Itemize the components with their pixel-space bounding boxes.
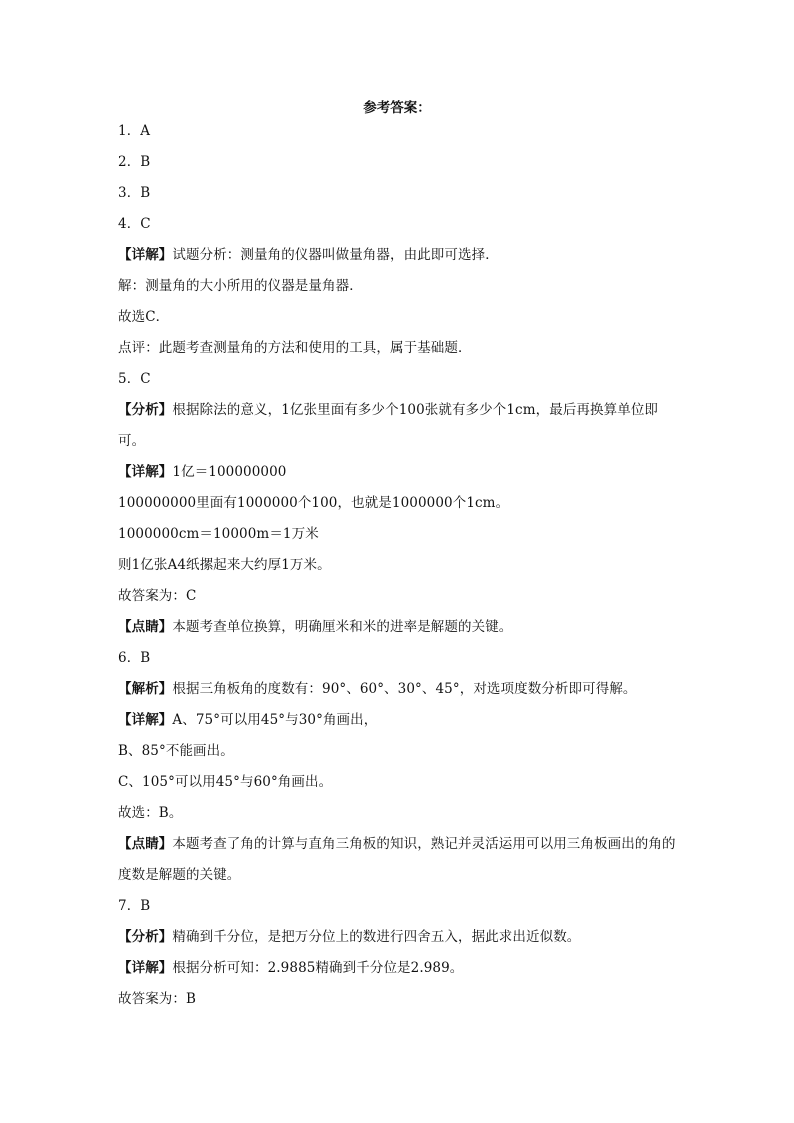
- q5-answer: 故答案为：C: [118, 588, 197, 604]
- detail-text: 根据分析可知：2.9885精确到千分位是2.989。: [172, 960, 464, 976]
- answer-3: 3．B: [118, 185, 151, 201]
- q5-analysis: [118, 395, 678, 457]
- q5-step-2: 1000000cm＝10000m＝1万米: [118, 526, 319, 542]
- q6-key-point: [118, 829, 678, 891]
- q4-choice: 故选C．: [118, 309, 170, 325]
- q5-step-3: 则1亿张A4纸摞起来大约厚1万米。: [118, 557, 331, 573]
- analysis-tag: 【分析】: [118, 402, 173, 418]
- key-point-text: 本题考查单位换算，明确厘米和米的进率是解题的关键。: [172, 619, 513, 635]
- q5-key-point: [118, 616, 678, 647]
- key-point-tag: 【点睛】: [118, 836, 173, 852]
- analysis-tag: 【分析】: [118, 929, 173, 945]
- q6-step-b: B、85°不能画出。: [118, 743, 234, 759]
- detail-tag: 【详解】: [118, 464, 173, 480]
- q5-step-1: 100000000里面有1000000个100，也就是1000000个1cm。: [118, 495, 510, 511]
- detail-tag: 【详解】: [118, 712, 173, 728]
- answer-5: 5．C: [118, 371, 151, 387]
- detail-text: 试题分析：测量角的仪器叫做量角器，由此即可选择．: [172, 247, 499, 263]
- explanation-tag: 【解析】: [118, 681, 173, 697]
- detail-text: A、75°可以用45°与30°角画出，: [172, 712, 378, 728]
- detail-text: 1亿＝100000000: [172, 464, 287, 480]
- answer-6: 6．B: [118, 650, 151, 666]
- q6-detail: [118, 709, 678, 740]
- q4-comment: 点评：此题考查测量角的方法和使用的工具，属于基础题．: [118, 340, 472, 356]
- q7-answer: 故答案为：B: [118, 991, 197, 1007]
- q6-explanation: [118, 678, 678, 709]
- answer-content: [118, 120, 678, 1019]
- q4-detail: [118, 244, 678, 275]
- detail-tag: 【详解】: [118, 960, 173, 976]
- q7-analysis: [118, 926, 678, 957]
- q4-solution: 解：测量角的大小所用的仪器是量角器．: [118, 278, 363, 294]
- q6-choice: 故选：B。: [118, 805, 183, 821]
- answer-2: 2．B: [118, 154, 151, 170]
- key-point-tag: 【点睛】: [118, 619, 173, 635]
- detail-tag: 【详解】: [118, 247, 173, 263]
- page-title: 参考答案：: [363, 100, 431, 116]
- analysis-text: 精确到千分位，是把万分位上的数进行四舍五入，据此求出近似数。: [172, 929, 581, 945]
- q6-step-c: C、105°可以用45°与60°角画出。: [118, 774, 333, 790]
- answer-4: 4．C: [118, 216, 151, 232]
- key-point-text: 本题考查了角的计算与直角三角板的知识，熟记并灵活运用可以用三角板画出的角的度数是解题的关键。: [118, 836, 676, 883]
- answer-1: 1．A: [118, 123, 151, 139]
- q7-detail: [118, 957, 678, 988]
- analysis-text: 根据除法的意义，1亿张里面有多少个100张就有多少个1cm，最后再换算单位即可。: [118, 402, 659, 449]
- q5-detail: [118, 461, 678, 492]
- answer-7: 7．B: [118, 898, 151, 914]
- explanation-text: 根据三角板角的度数有：90°、60°、30°、45°，对选项度数分析即可得解。: [172, 681, 637, 697]
